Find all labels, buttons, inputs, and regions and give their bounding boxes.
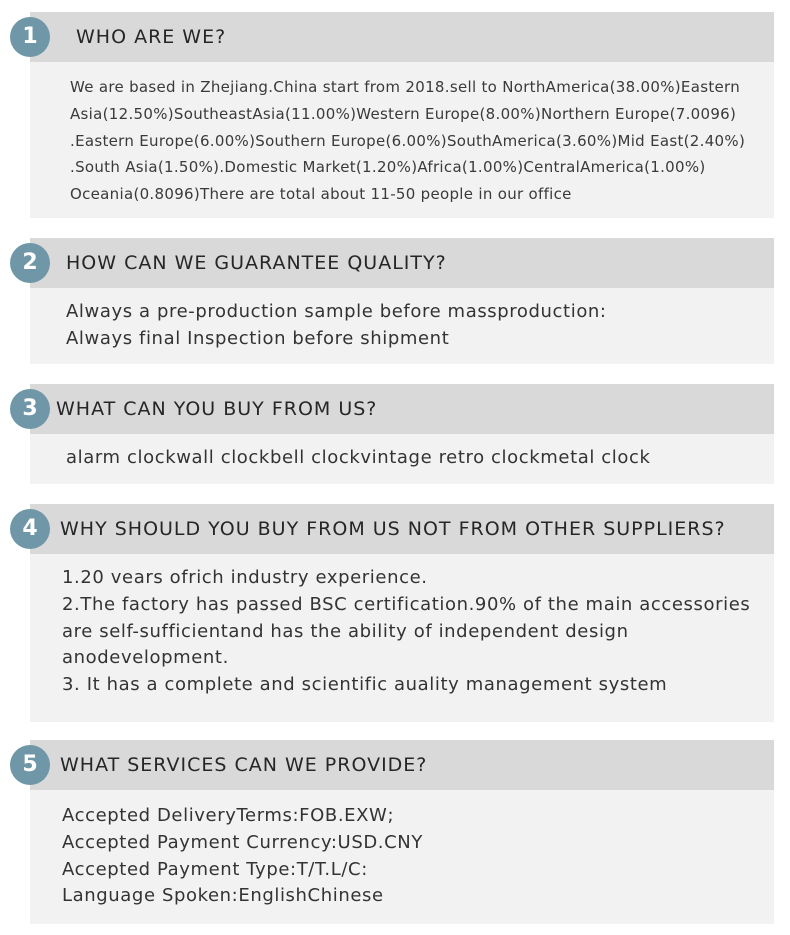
body-line: 2.The factory has passed BSC certification.90% of the main accessories xyxy=(62,593,751,615)
section-title: WHAT SERVICES CAN WE PROVIDE? xyxy=(60,754,428,776)
section-number-badge: 3 xyxy=(10,389,50,429)
body-line: .Eastern Europe(6.00%)Southern Europe(6.00%)SouthAmerica(3.60%)Mid East(2.40%) xyxy=(70,131,746,150)
section-number-badge: 5 xyxy=(10,745,50,785)
section-header xyxy=(30,384,774,434)
section-title: WHY SHOULD YOU BUY FROM US NOT FROM OTHER SUPPLIERS? xyxy=(60,518,726,540)
body-line: Accepted Payment Type:T/T.L/C: xyxy=(62,858,368,880)
section-title: HOW CAN WE GUARANTEE QUALITY? xyxy=(66,252,447,274)
section-body xyxy=(30,62,774,218)
body-line: We are based in Zhejiang.China start from 2018.sell to NorthAmerica(38.00%)Eastern xyxy=(70,78,741,96)
body-line: Accepted Payment Currency:USD.CNY xyxy=(62,831,423,853)
section-number-badge: 2 xyxy=(10,243,50,283)
section-body xyxy=(30,554,774,722)
section-number-badge: 4 xyxy=(10,509,50,549)
section-body xyxy=(30,790,774,924)
body-line: Language Spoken:EnglishChinese xyxy=(62,885,384,907)
section-title: WHO ARE WE? xyxy=(76,26,227,48)
body-line: Oceania(0.8096)There are total about 11-50 people in our office xyxy=(70,185,572,204)
body-line: alarm clockwall clockbell clockvintage retro clockmetal clock xyxy=(66,447,651,468)
section-header xyxy=(30,740,774,790)
section-title: WHAT CAN YOU BUY FROM US? xyxy=(56,398,378,420)
body-line: Accepted DeliveryTerms:FOB.EXW; xyxy=(62,805,395,826)
section-body xyxy=(30,434,774,484)
section-header xyxy=(30,504,774,554)
section-header xyxy=(30,12,774,62)
body-line: 1.20 vears ofrich industry experience. xyxy=(62,567,428,588)
body-line: are self-sufficientand has the ability of independent design xyxy=(62,620,629,642)
body-line: .South Asia(1.50%).Domestic Market(1.20%)Africa(1.00%)CentralAmerica(1.00%) xyxy=(70,158,706,177)
section-body xyxy=(30,288,774,364)
body-line: Always final Inspection before shipment xyxy=(66,327,450,349)
body-line: 3. It has a complete and scientific auality management system xyxy=(62,674,668,696)
body-line: Asia(12.50%)SoutheastAsia(11.00%)Western Europe(8.00%)Northern Europe(7.0096) xyxy=(70,104,737,123)
body-line: Always a pre-production sample before massproduction: xyxy=(66,301,607,322)
section-header xyxy=(30,238,774,288)
section-number-badge: 1 xyxy=(10,17,50,57)
body-line: anodevelopment. xyxy=(62,647,229,669)
